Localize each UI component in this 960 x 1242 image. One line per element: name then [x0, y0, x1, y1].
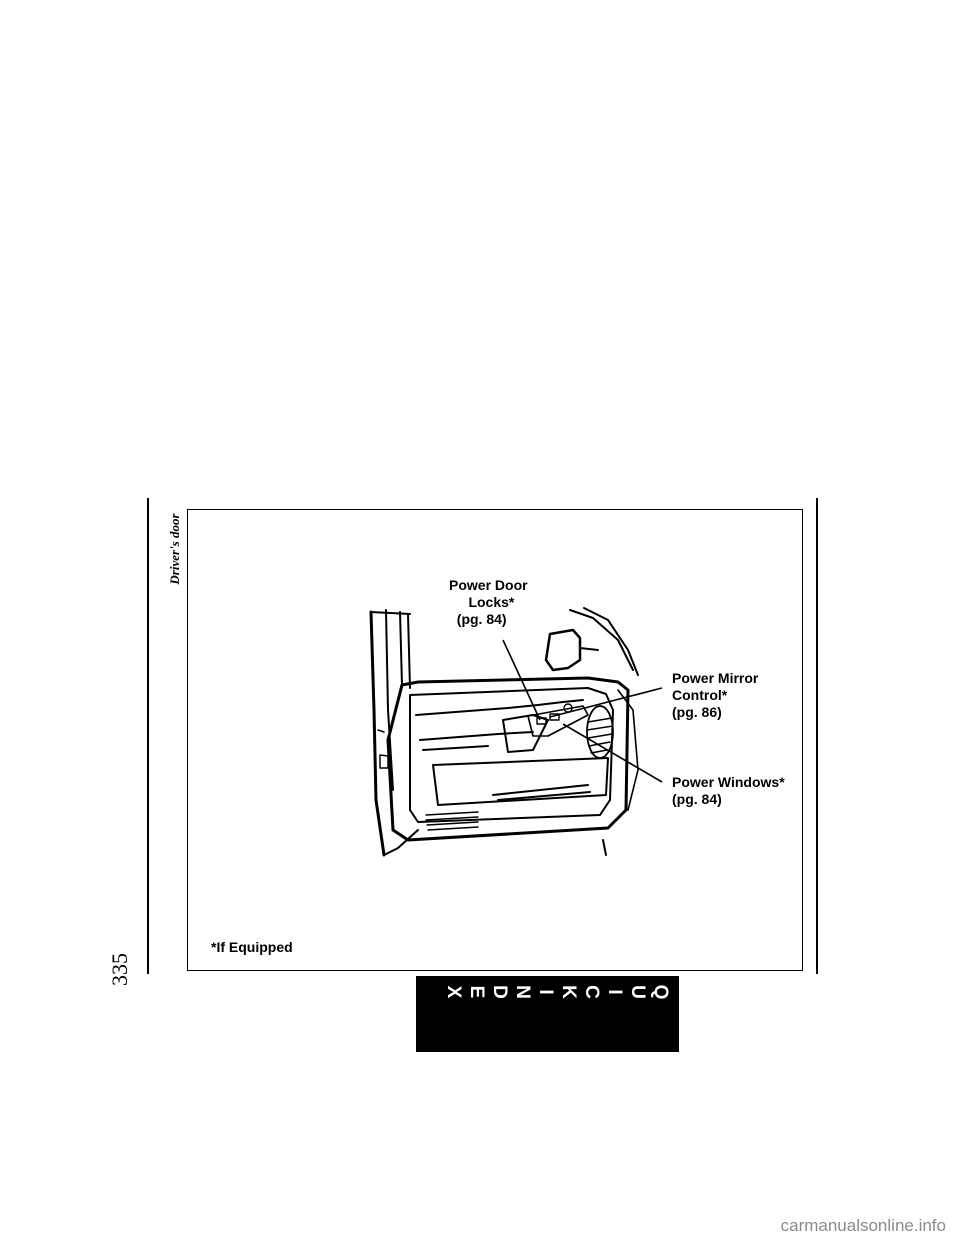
left-margin-rule — [147, 498, 149, 974]
tab-letter-1: Q — [650, 984, 671, 1000]
page-number: 335 — [107, 953, 132, 986]
tab-letter-10: X — [443, 985, 464, 999]
tab-letter-6: I — [535, 989, 556, 995]
tab-letter-9: E — [466, 985, 487, 999]
section-label: Driver's door — [167, 513, 182, 585]
tab-letter-4: C — [581, 985, 602, 999]
quick-index-tab[interactable] — [416, 976, 679, 1052]
tab-letter-8: D — [489, 985, 510, 999]
right-margin-rule — [816, 498, 818, 974]
callout-power-windows: Power Windows* (pg. 84) — [672, 774, 785, 807]
tab-letter-5: K — [558, 985, 579, 999]
callout-power-door-locks: Power Door Locks* (pg. 84) — [449, 577, 528, 627]
tab-letter-2: U — [627, 985, 648, 999]
footnote-if-equipped: *If Equipped — [211, 939, 293, 955]
tab-letter-3: I — [604, 989, 625, 995]
tab-letter-7: N — [512, 985, 533, 999]
callout-power-mirror-control: Power Mirror Control* (pg. 86) — [672, 670, 759, 720]
watermark: carmanualsonline.info — [780, 1216, 946, 1235]
